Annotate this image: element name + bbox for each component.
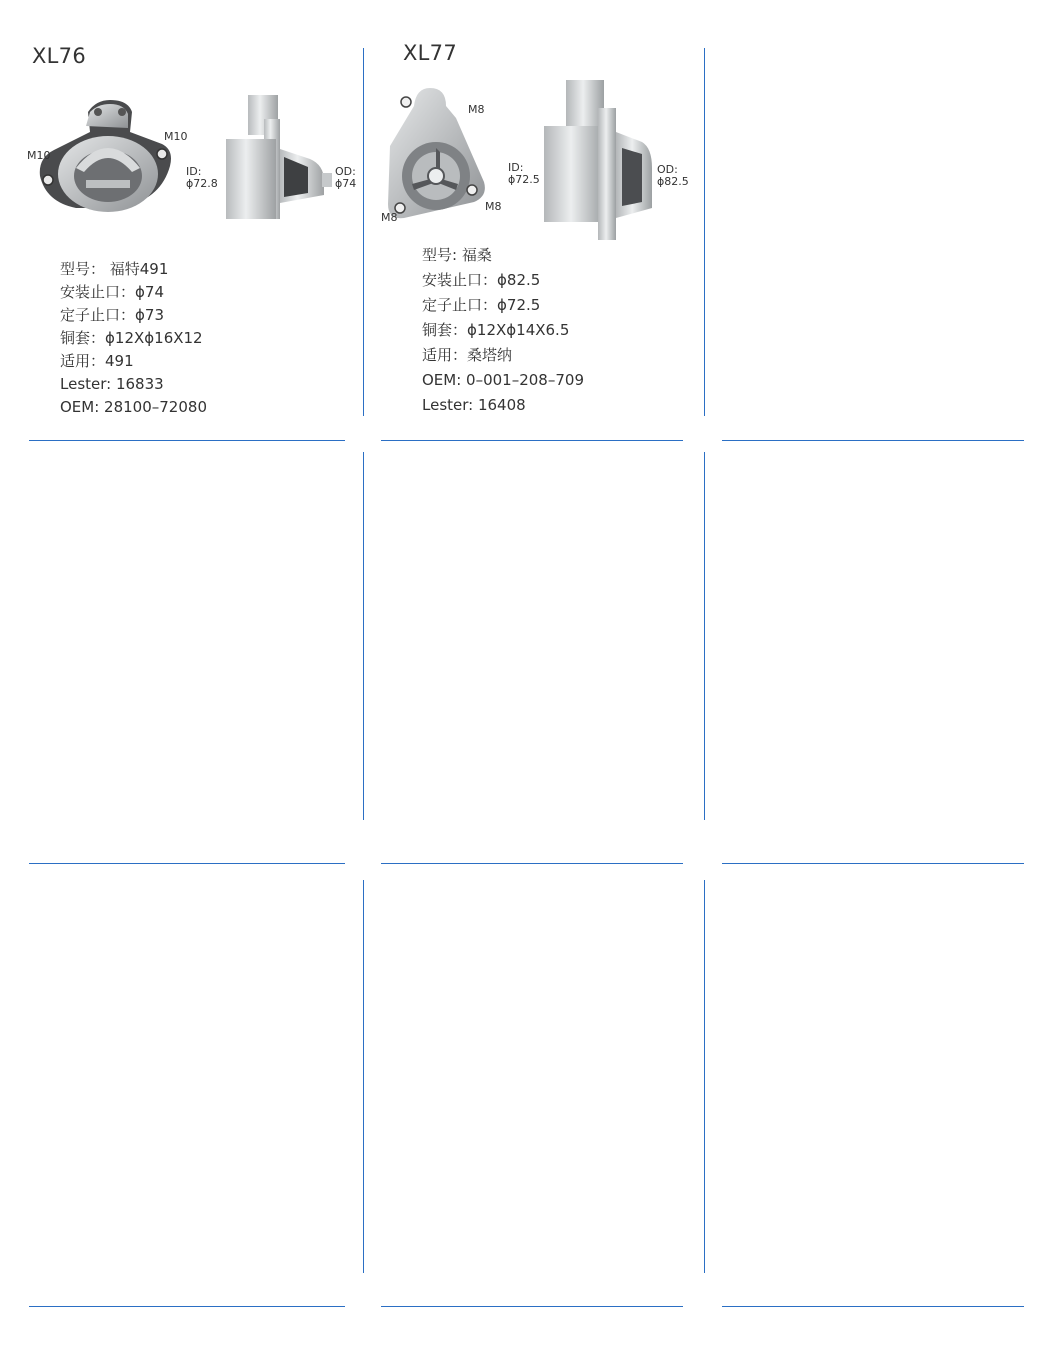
bolt-callout-m10-left: M10 xyxy=(27,149,51,162)
spec-oem: OEM: 28100–72080 xyxy=(60,398,207,416)
spec-bushing: 铜套：ϕ12Xϕ16X12 xyxy=(60,329,203,347)
spec-list xyxy=(60,258,207,419)
product-code: XL77 xyxy=(403,41,458,65)
bolt-callout-m8-bottom-left: M8 xyxy=(381,211,398,224)
row-divider-3-col-3 xyxy=(722,1306,1024,1307)
row-divider-3-col-2 xyxy=(381,1306,683,1307)
product-code: XL76 xyxy=(32,44,87,68)
row-divider-2-col-2 xyxy=(381,863,683,864)
spec-mounting-spigot: 安装止口：ϕ74 xyxy=(60,283,164,301)
row-divider-2-col-3 xyxy=(722,863,1024,864)
housing-side-view-icon xyxy=(542,78,658,242)
row-divider-1-col-1 xyxy=(29,440,345,441)
row-divider-1-col-3 xyxy=(722,440,1024,441)
inner-diameter-callout: ID: ϕ72.8 xyxy=(186,165,218,190)
spec-oem: OEM: 0–001–208–709 xyxy=(422,371,584,389)
spec-stator-spigot: 定子止口：ϕ72.5 xyxy=(422,296,541,314)
spec-lester: Lester: 16833 xyxy=(60,375,164,393)
spec-stator-spigot: 定子止口：ϕ73 xyxy=(60,306,164,324)
spec-application: 适用：491 xyxy=(60,352,134,370)
spec-bushing: 铜套：ϕ12Xϕ14X6.5 xyxy=(422,321,570,339)
spec-model: 型号： 福特491 xyxy=(60,260,169,278)
spec-mounting-spigot: 安装止口：ϕ82.5 xyxy=(422,271,541,289)
flange-front-view-icon xyxy=(36,98,176,210)
column-divider-1-row-2 xyxy=(363,452,364,820)
inner-diameter-callout: ID: ϕ72.5 xyxy=(508,161,540,186)
column-divider-2-row-2 xyxy=(704,452,705,820)
bolt-callout-m8-top: M8 xyxy=(468,103,485,116)
bolt-callout-m8-bottom-right: M8 xyxy=(485,200,502,213)
outer-diameter-callout: OD: ϕ82.5 xyxy=(657,163,689,188)
row-divider-3-col-1 xyxy=(29,1306,345,1307)
outer-diameter-callout: OD: ϕ74 xyxy=(335,165,357,190)
spec-model: 型号: 福桑 xyxy=(422,246,492,264)
spec-application: 适用：桑塔纳 xyxy=(422,346,513,364)
row-divider-1-col-2 xyxy=(381,440,683,441)
housing-side-view-icon xyxy=(224,95,336,223)
column-divider-1-row-3 xyxy=(363,880,364,1273)
column-divider-1-row-1 xyxy=(363,48,364,416)
row-divider-2-col-1 xyxy=(29,863,345,864)
bolt-callout-m10-right: M10 xyxy=(164,130,188,143)
column-divider-2-row-3 xyxy=(704,880,705,1273)
spec-list xyxy=(422,243,584,418)
spec-lester: Lester: 16408 xyxy=(422,396,526,414)
column-divider-2-row-1 xyxy=(704,48,705,416)
